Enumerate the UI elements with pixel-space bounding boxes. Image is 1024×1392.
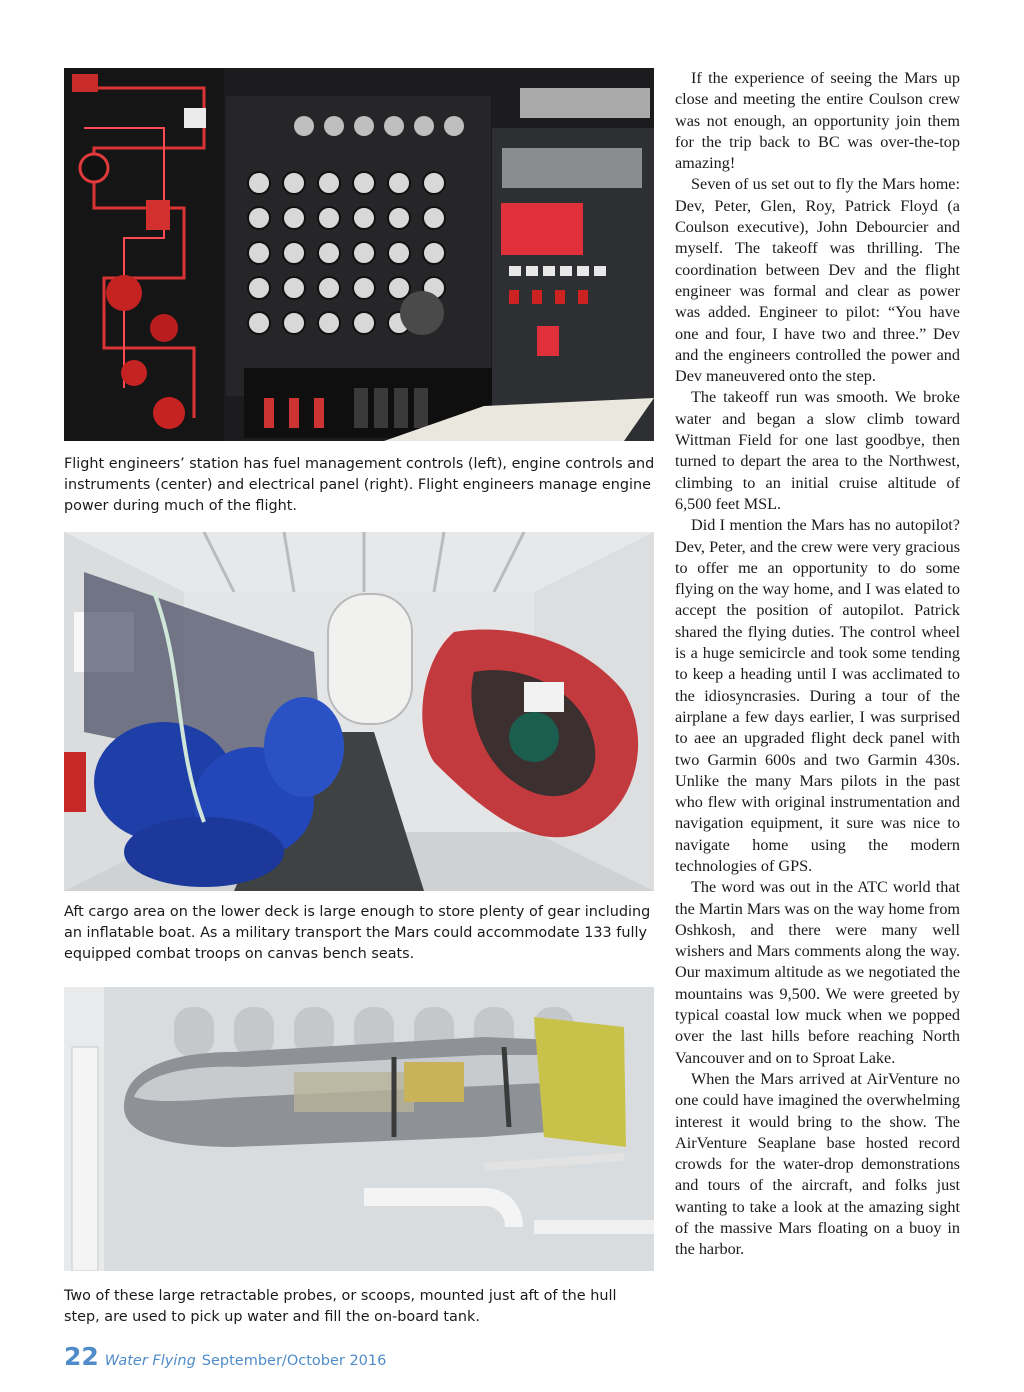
- article-body: [675, 68, 960, 1261]
- caption-flight-engineer-station: Flight engineers’ station has fuel management controls (left), engine controls and instruments (center) and electrical panel (right). Flight engineers manage engine power during much of the flight.: [64, 456, 655, 514]
- caption-retractable-probe: Two of these large retractable probes, or scoops, mounted just aft of the hull step, are used to pick up water and fill the on-board tank.: [64, 1288, 617, 1325]
- page-footer: [64, 1342, 386, 1372]
- article-paragraph: The takeoff run was smooth. We broke water and began a slow climb toward Wittman Field for one last goodbye, then turned to depart the area to the Northwest, climbing to an initial cruise altitude of 6,500 feet MSL.: [675, 388, 960, 513]
- magazine-name: Water Flying: [104, 1353, 196, 1369]
- article-paragraph: When the Mars arrived at AirVenture no one could have imagined the overwhelming interest it would bring to the show. The AirVenture Seaplane base hosted record crowds for the water-drop demonstrations and tours of the aircraft, and folks just wanting to take a look at the amazing sight of the massive Mars floating on a buoy in the harbor.: [675, 1069, 960, 1259]
- retractable-probe-photo: [64, 987, 654, 1271]
- issue-date: September/October 2016: [201, 1353, 387, 1369]
- flight-engineer-station-photo: [64, 68, 654, 441]
- page-number: 22: [64, 1342, 99, 1371]
- article-paragraph: The word was out in the ATC world that the Martin Mars was on the way home from Oshkosh, and there were many well wishers and Mars comments along the way. Our maximum altitude as we negotiated the mountains was 9,500. We were greeted by typical coastal low muck when we popped over the last hills before reaching North Vancouver and on to Sproat Lake.: [675, 878, 961, 1067]
- article-paragraph: If the experience of seeing the Mars up close and meeting the entire Coulson crew was not enough, an opportunity join them for the trip back to BC was over-the-top amazing!: [675, 69, 960, 173]
- article-paragraph: Did I mention the Mars has no autopilot? Dev, Peter, and the crew were very gracious to offer me an opportunity to do some flying on the way home, and I was elated to accept the position of autopilot. Patrick shared the flying duties. The control wheel is a huge semicircle and took some tending to keep a heading until I was acclimated to the idiosyncrasies. During a tour of the airplane a few days earlier, I was surprised to aee an upgraded flight deck panel with two Garmin 600s and two Garmin 430s. Unlike the many Mars pilots in the past who flew with original instrumentation and navigation equipment, it sure was nice to navigate home using the modern technologies of GPS.: [675, 516, 960, 875]
- caption-aft-cargo-area: Aft cargo area on the lower deck is large enough to store plenty of gear including an inflatable boat. As a military transport the Mars could accommodate 133 fully equipped combat troops on canvas bench seats.: [64, 904, 651, 962]
- aft-cargo-area-photo: [64, 532, 654, 891]
- article-paragraph: Seven of us set out to fly the Mars home: Dev, Peter, Glen, Roy, Patrick Floyd (a Coulson executive), John Debourcier and myself. The takeoff was thrilling. The coordination between Dev and the flight engineer was formal and clear as power was added. Engineer to pilot: “You have one and four, I have two and three.” Dev and the engineers controlled the power and Dev maneuvered onto the step.: [675, 175, 960, 386]
